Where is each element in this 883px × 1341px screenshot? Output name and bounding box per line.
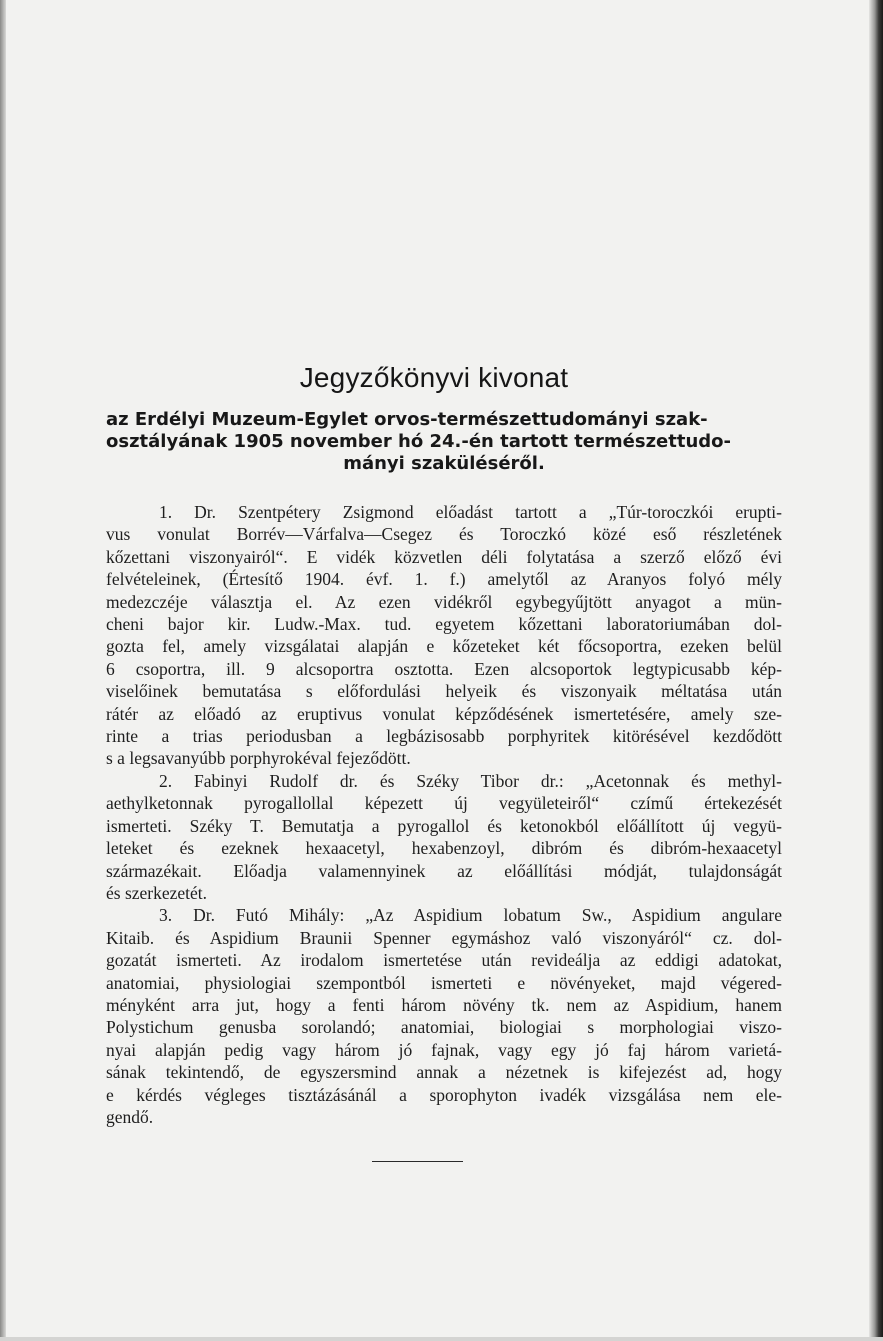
paragraph-1-line: 1. Dr. Szentpétery Zsigmond előadást tartott a „Túr-toroczkói erupti- (159, 502, 782, 522)
body-text (106, 501, 782, 1128)
paragraph-3-line: gendő. (106, 1106, 154, 1127)
paragraph-2-line: ismerteti. Széky T. Bemutatja a pyrogallol és ketonokból előállított új vegyü- (106, 815, 782, 836)
page-bottom-edge (0, 1337, 883, 1341)
paragraph-1-line: rinte a trias periodusban a legbázisosabb porphyritek kitörésével kezdődött (106, 726, 782, 747)
paragraph-3-line: ményként arra jut, hogy a fenti három növény tk. nem az Aspidium, hanem (106, 994, 782, 1015)
paragraph-2-line: és szerkezetét. (106, 882, 208, 903)
paragraph-3-line: 3. Dr. Futó Mihály: „Az Aspidium lobatum Sw., Aspidium angulare (159, 905, 782, 926)
paragraph-2-line: aethylketonnak pyrogallollal képezett új vegyületeiről“ czímű értekezését (106, 793, 782, 814)
paragraph-1-line: gozta fel, amely vizsgálatai alapján e kőzeteket két főcsoportra, ezeken belül (106, 636, 782, 657)
paragraph-1-line: felvételeinek, (Értesítő 1904. évf. 1. f.) amelytől az Aranyos folyó mély (106, 569, 782, 590)
subtitle-line: mányi szaküléséről. (343, 453, 545, 474)
closing-rule (372, 1161, 463, 1162)
subtitle (106, 409, 782, 475)
paragraph-2-line: leteket és ezeknek hexaacetyl, hexabenzoyl, dibróm és dibróm-hexaacetyl (106, 838, 782, 859)
paragraph-3-line: gozatát ismerteti. Az irodalom ismertetése után revideálja az eddigi adatokat, (106, 950, 782, 971)
paragraph-3-line: e kérdés végleges tisztázásánál a sporophyton ivadék vizsgálása nem ele- (106, 1084, 782, 1105)
paragraph-1-line: 6 csoportra, ill. 9 alcsoportra osztotta. Ezen alcsoportok legtypicusabb kép- (106, 658, 782, 679)
paragraph-1-line: vus vonulat Borrév—Várfalva—Csegez és Toroczkó közé eső részletének (106, 524, 782, 545)
paragraph-3-line: sának tekintendő, de egyszersmind annak a nézetnek is kifejezést ad, hogy (106, 1062, 782, 1083)
paragraph-1-line: s a legsavanyúbb porphyrokéval fejeződött. (106, 748, 411, 769)
paragraph-2-line: származékait. Előadja valamennyinek az előállítási módját, tulajdonságát (106, 860, 782, 881)
page-title: Jegyzőkönyvi kivonat (299, 362, 569, 393)
page-left-edge (0, 0, 6, 1341)
paragraph-1-line: viselőinek bemutatása s előfordulási helyeik és viszonyaik méltatása után (106, 681, 782, 702)
paragraph-1-line: rátér az előadó az eruptivus vonulat képződésének ismertetésére, amely sze- (106, 703, 782, 724)
paragraph-1-line: medezczéje választja el. Az ezen vidékről egybegyűjtött anyagot a mün- (106, 591, 782, 612)
paragraph-3-line: Kitaib. és Aspidium Braunii Spenner egymáshoz való viszonyáról“ cz. dol- (106, 927, 782, 948)
paragraph-3-line: nyai alapján pedig vagy három jó fajnak, vagy egy jó faj három varietá- (106, 1039, 782, 1060)
paragraph-3-line: anatomiai, physiologiai szempontból ismerteti e növényeket, majd végered- (106, 972, 782, 993)
subtitle-line: osztályának 1905 november hó 24.-én tartott természettudo- (106, 431, 731, 452)
paragraph-3-line: Polystichum genusba sorolandó; anatomiai, biologiai s morphologiai viszo- (106, 1017, 782, 1038)
subtitle-line: az Erdélyi Muzeum-Egylet orvos-természettudományi szak- (106, 409, 708, 430)
paragraph-1-line: cheni bajor kir. Ludw.-Max. tud. egyetem kőzettani laboratoriumában dol- (106, 614, 782, 635)
paragraph-2-line: 2. Fabinyi Rudolf dr. és Széky Tibor dr.: „Acetonnak és methyl- (159, 770, 782, 791)
paragraph-1-line: kőzettani viszonyairól“. E vidék közvetlen déli folytatása a szerző előző évi (106, 546, 782, 567)
page-right-edge (869, 0, 883, 1341)
